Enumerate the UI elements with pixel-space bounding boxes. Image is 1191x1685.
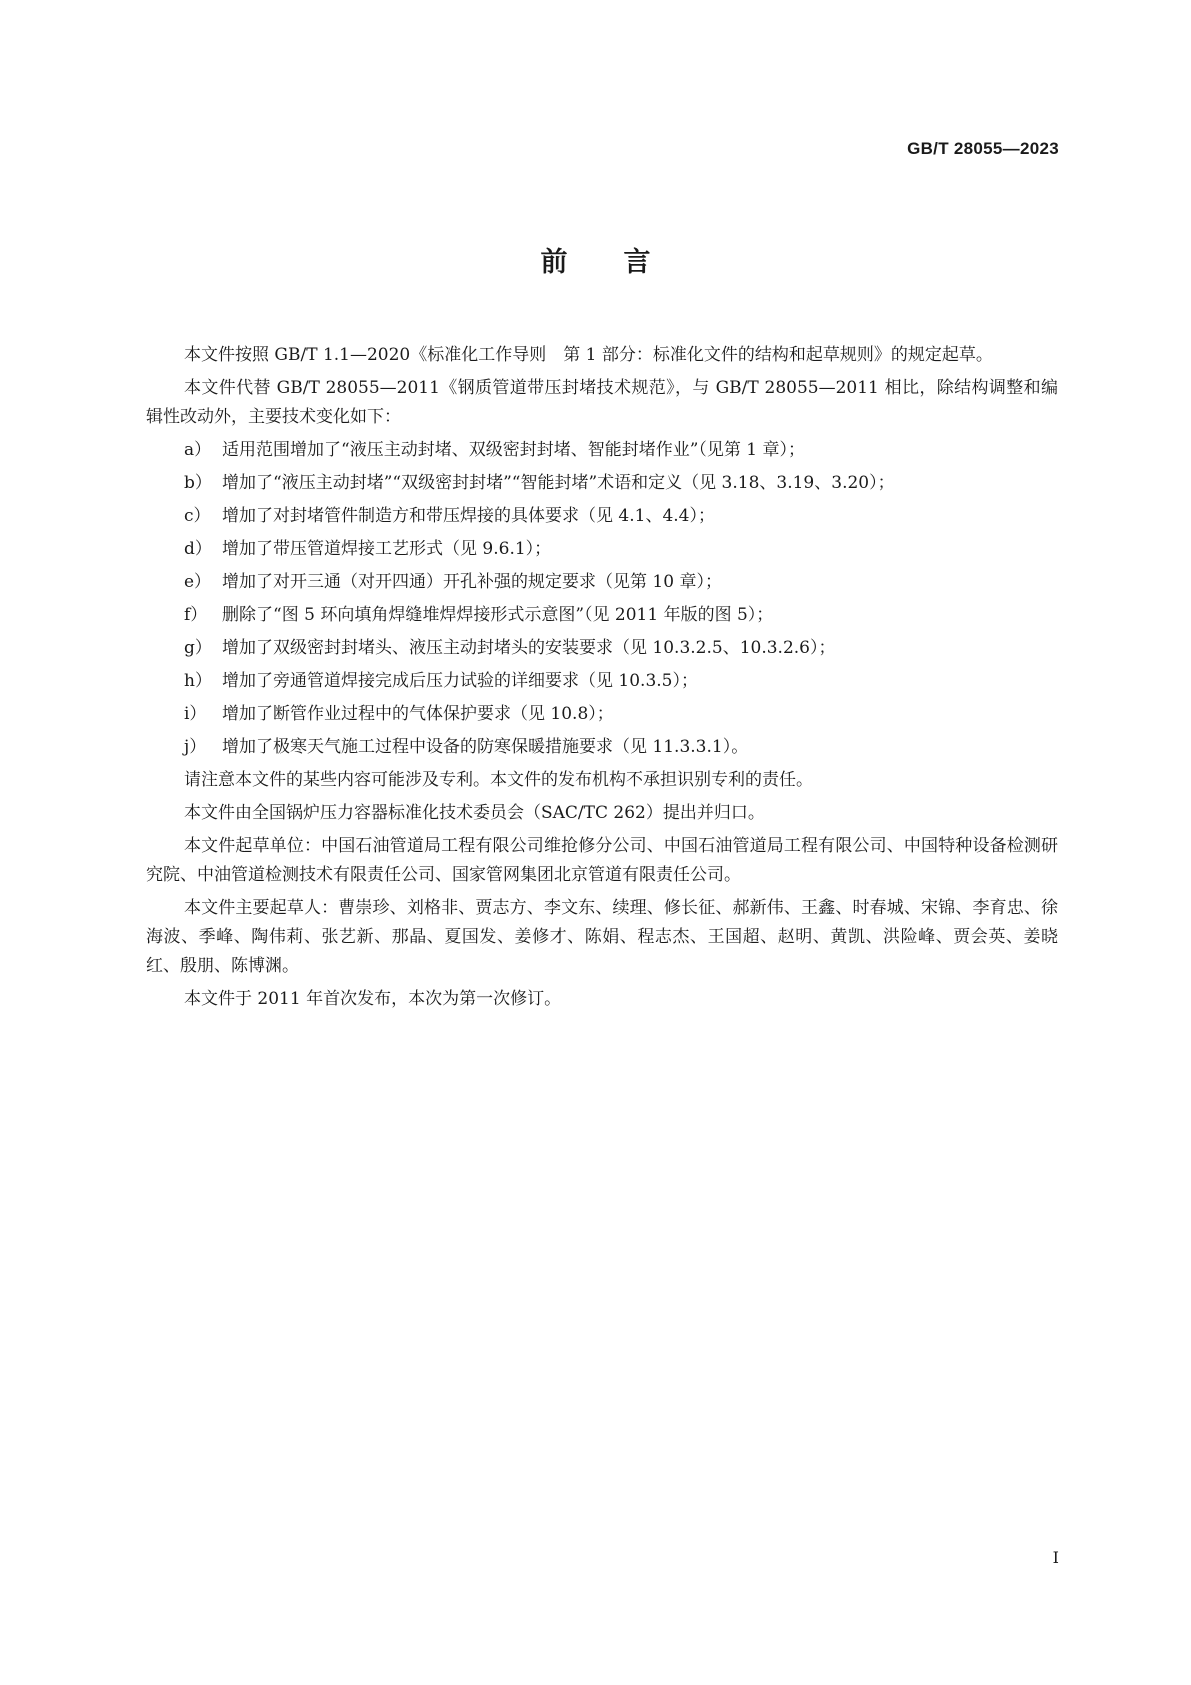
list-item (146, 502, 1058, 531)
intro-paragraph: 本文件按照 GB/T 1.1—2020《标准化工作导则 第 1 部分：标准化文件的结构和起草规则》的规定起草。 (184, 345, 993, 365)
list-item-text: 适用范围增加了“液压主动封堵、双级密封封堵、智能封堵作业”（见第 1 章）； (222, 440, 806, 460)
list-item-text: 增加了带压管道焊接工艺形式（见 9.6.1）； (222, 539, 552, 559)
list-item-text: 删除了“图 5 环向填角焊缝堆焊焊接形式示意图”（见 2011 年版的图 5）； (222, 605, 774, 625)
drafting-units: 本文件起草单位：中国石油管道局工程有限公司维抢修分公司、中国石油管道局工程有限公司、中国特种设备检测研究院、中油管道检测技术有限责任公司、国家管网集团北京管道有限责任公司。 (146, 836, 1058, 885)
list-marker: j） (184, 737, 207, 757)
committee-statement: 本文件由全国锅炉压力容器标准化技术委员会（SAC/TC 262）提出并归口。 (184, 803, 765, 823)
list-item-text: 增加了旁通管道焊接完成后压力试验的详细要求（见 10.3.5）； (222, 671, 698, 691)
patent-notice: 请注意本文件的某些内容可能涉及专利。本文件的发布机构不承担识别专利的责任。 (184, 770, 813, 790)
list-marker: h） (184, 671, 212, 691)
list-marker: e） (184, 572, 212, 592)
list-marker: g） (184, 638, 212, 658)
drafters: 本文件主要起草人：曹崇珍、刘格非、贾志方、李文东、续理、修长征、郝新伟、王鑫、时春城、宋锦、李育忠、徐海波、季峰、陶伟莉、张艺新、那晶、夏国发、姜修才、陈娟、程志杰、王国超、赵明、黄凯、洪险峰、贾会英、姜晓红、殷朋、陈博渊。 (146, 898, 1058, 976)
list-item (146, 601, 1058, 630)
list-item-text: 增加了“液压主动封堵”“双级密封封堵”“智能封堵”术语和定义（见 3.18、3.19、3.20）； (222, 473, 895, 493)
foreword-body (146, 341, 1058, 1018)
list-marker: i） (184, 704, 207, 724)
list-item (146, 634, 1058, 663)
list-marker: a） (184, 440, 212, 460)
list-item (146, 667, 1058, 696)
list-item-text: 增加了极寒天气施工过程中设备的防寒保暖措施要求（见 11.3.3.1）。 (222, 737, 749, 757)
list-marker: b） (184, 473, 212, 493)
page-title: 前言 (540, 247, 707, 278)
list-item-text: 增加了对封堵管件制造方和带压焊接的具体要求（见 4.1、4.4）； (222, 506, 715, 526)
list-item-text: 增加了双级密封封堵头、液压主动封堵头的安装要求（见 10.3.2.5、10.3.2.6）； (222, 638, 836, 658)
intro-paragraph: 本文件代替 GB/T 28055—2011《钢质管道带压封堵技术规范》，与 GB/T 28055—2011 相比，除结构调整和编辑性改动外，主要技术变化如下： (146, 378, 1058, 427)
list-marker: f） (184, 605, 208, 625)
list-item-text: 增加了对开三通（对开四通）开孔补强的规定要求（见第 10 章）； (222, 572, 722, 592)
list-item (146, 700, 1058, 729)
list-item (146, 733, 1058, 762)
standard-number: GB/T 28055—2023 (907, 139, 1059, 158)
publication-history: 本文件于 2011 年首次发布，本次为第一次修订。 (184, 989, 562, 1009)
list-marker: d） (184, 539, 212, 559)
page-number: I (1052, 1548, 1059, 1567)
list-item (146, 436, 1058, 465)
list-item (146, 469, 1058, 498)
list-item (146, 568, 1058, 597)
technical-changes-list (146, 436, 1058, 762)
list-item-text: 增加了断管作业过程中的气体保护要求（见 10.8）； (222, 704, 614, 724)
list-item (146, 535, 1058, 564)
list-marker: c） (184, 506, 211, 526)
